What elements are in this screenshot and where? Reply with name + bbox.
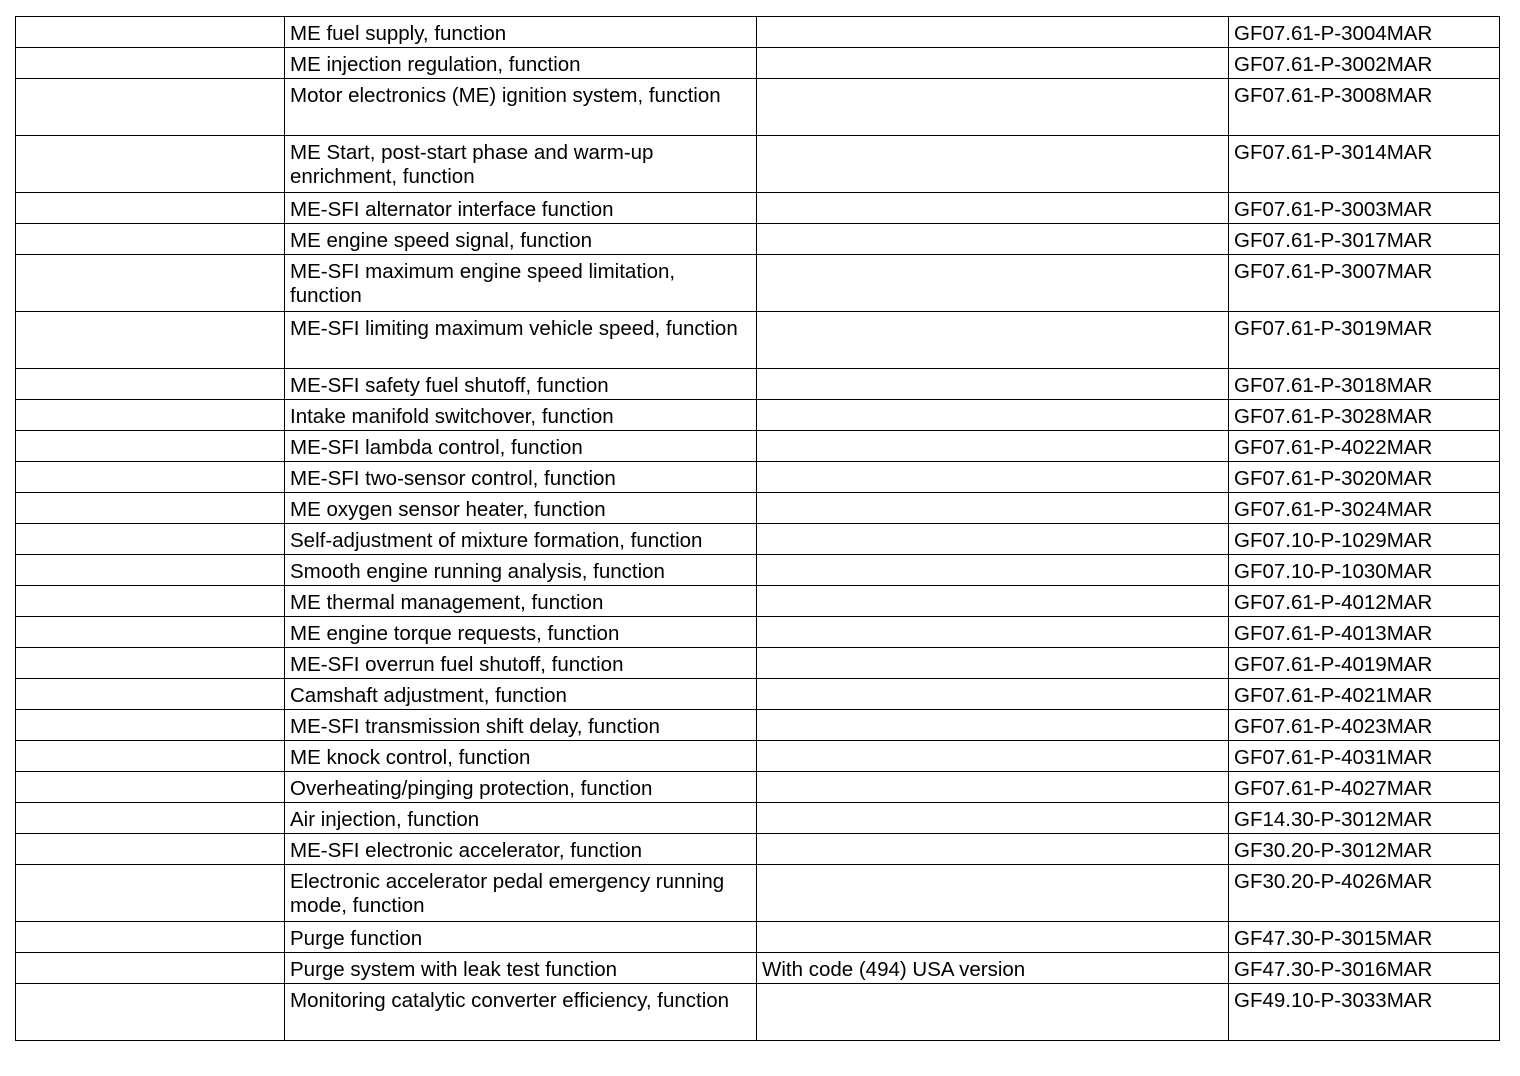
note-cell	[757, 369, 1229, 400]
blank-cell	[16, 617, 285, 648]
note-cell	[757, 193, 1229, 224]
blank-cell	[16, 586, 285, 617]
blank-cell	[16, 803, 285, 834]
note-cell	[757, 648, 1229, 679]
reference-cell: GF07.61-P-4013MAR	[1229, 617, 1500, 648]
note-cell	[757, 431, 1229, 462]
function-cell: Motor electronics (ME) ignition system, function	[285, 79, 757, 136]
function-cell: ME engine speed signal, function	[285, 224, 757, 255]
reference-cell: GF07.61-P-3028MAR	[1229, 400, 1500, 431]
table-row	[16, 136, 1500, 193]
reference-cell: GF07.61-P-3014MAR	[1229, 136, 1500, 193]
note-cell	[757, 834, 1229, 865]
blank-cell	[16, 312, 285, 369]
note-cell	[757, 803, 1229, 834]
table-row	[16, 193, 1500, 224]
table-row	[16, 984, 1500, 1041]
table-row	[16, 431, 1500, 462]
note-cell	[757, 710, 1229, 741]
blank-cell	[16, 648, 285, 679]
table-row	[16, 493, 1500, 524]
function-cell: ME fuel supply, function	[285, 17, 757, 48]
function-cell: ME-SFI safety fuel shutoff, function	[285, 369, 757, 400]
function-cell: Electronic accelerator pedal emergency running mode, function	[285, 865, 757, 922]
table-row	[16, 524, 1500, 555]
table-row	[16, 679, 1500, 710]
blank-cell	[16, 741, 285, 772]
note-cell	[757, 17, 1229, 48]
table-row	[16, 17, 1500, 48]
function-cell: Monitoring catalytic converter efficiency, function	[285, 984, 757, 1041]
blank-cell	[16, 555, 285, 586]
reference-cell: GF07.61-P-3004MAR	[1229, 17, 1500, 48]
table-row	[16, 617, 1500, 648]
function-cell: ME-SFI lambda control, function	[285, 431, 757, 462]
table-row	[16, 710, 1500, 741]
function-cell: ME-SFI two-sensor control, function	[285, 462, 757, 493]
function-cell: ME-SFI overrun fuel shutoff, function	[285, 648, 757, 679]
blank-cell	[16, 17, 285, 48]
blank-cell	[16, 369, 285, 400]
function-cell: Overheating/pinging protection, function	[285, 772, 757, 803]
blank-cell	[16, 79, 285, 136]
reference-cell: GF07.61-P-3007MAR	[1229, 255, 1500, 312]
reference-cell: GF07.10-P-1030MAR	[1229, 555, 1500, 586]
function-cell: ME oxygen sensor heater, function	[285, 493, 757, 524]
reference-cell: GF49.10-P-3033MAR	[1229, 984, 1500, 1041]
note-cell	[757, 617, 1229, 648]
note-cell	[757, 312, 1229, 369]
table-row	[16, 400, 1500, 431]
table-row	[16, 586, 1500, 617]
blank-cell	[16, 710, 285, 741]
table-row	[16, 48, 1500, 79]
reference-cell: GF07.61-P-3020MAR	[1229, 462, 1500, 493]
table-row	[16, 224, 1500, 255]
function-cell: ME-SFI maximum engine speed limitation, function	[285, 255, 757, 312]
reference-cell: GF07.61-P-4023MAR	[1229, 710, 1500, 741]
function-cell: Air injection, function	[285, 803, 757, 834]
table-body	[16, 17, 1500, 1041]
function-cell: Purge function	[285, 922, 757, 953]
note-cell	[757, 462, 1229, 493]
function-cell: Self-adjustment of mixture formation, function	[285, 524, 757, 555]
note-cell	[757, 772, 1229, 803]
function-cell: Intake manifold switchover, function	[285, 400, 757, 431]
reference-cell: GF07.61-P-4031MAR	[1229, 741, 1500, 772]
note-cell	[757, 865, 1229, 922]
note-cell	[757, 922, 1229, 953]
note-cell	[757, 524, 1229, 555]
table-row	[16, 741, 1500, 772]
note-cell	[757, 679, 1229, 710]
note-cell	[757, 255, 1229, 312]
table-row	[16, 803, 1500, 834]
blank-cell	[16, 984, 285, 1041]
note-cell	[757, 741, 1229, 772]
function-cell: Smooth engine running analysis, function	[285, 555, 757, 586]
note-cell	[757, 400, 1229, 431]
reference-cell: GF07.61-P-3008MAR	[1229, 79, 1500, 136]
reference-cell: GF07.10-P-1029MAR	[1229, 524, 1500, 555]
table-row	[16, 648, 1500, 679]
reference-cell: GF07.61-P-4027MAR	[1229, 772, 1500, 803]
note-cell	[757, 555, 1229, 586]
table-row	[16, 312, 1500, 369]
note-cell	[757, 136, 1229, 193]
blank-cell	[16, 48, 285, 79]
blank-cell	[16, 865, 285, 922]
reference-cell: GF07.61-P-3018MAR	[1229, 369, 1500, 400]
note-cell: With code (494) USA version	[757, 953, 1229, 984]
blank-cell	[16, 431, 285, 462]
table-row	[16, 369, 1500, 400]
note-cell	[757, 586, 1229, 617]
blank-cell	[16, 493, 285, 524]
reference-cell: GF07.61-P-3024MAR	[1229, 493, 1500, 524]
note-cell	[757, 48, 1229, 79]
table-row	[16, 772, 1500, 803]
blank-cell	[16, 953, 285, 984]
table-row	[16, 462, 1500, 493]
blank-cell	[16, 255, 285, 312]
function-cell: ME knock control, function	[285, 741, 757, 772]
reference-cell: GF07.61-P-4012MAR	[1229, 586, 1500, 617]
reference-cell: GF07.61-P-3017MAR	[1229, 224, 1500, 255]
reference-cell: GF47.30-P-3015MAR	[1229, 922, 1500, 953]
function-cell: ME-SFI transmission shift delay, function	[285, 710, 757, 741]
reference-cell: GF07.61-P-4021MAR	[1229, 679, 1500, 710]
blank-cell	[16, 193, 285, 224]
function-cell: ME injection regulation, function	[285, 48, 757, 79]
reference-cell: GF30.20-P-4026MAR	[1229, 865, 1500, 922]
reference-cell: GF07.61-P-4022MAR	[1229, 431, 1500, 462]
blank-cell	[16, 524, 285, 555]
reference-cell: GF07.61-P-3019MAR	[1229, 312, 1500, 369]
blank-cell	[16, 922, 285, 953]
table-row	[16, 922, 1500, 953]
blank-cell	[16, 772, 285, 803]
table-row	[16, 79, 1500, 136]
function-reference-table	[15, 16, 1500, 1041]
blank-cell	[16, 400, 285, 431]
table-row	[16, 953, 1500, 984]
blank-cell	[16, 462, 285, 493]
reference-cell: GF07.61-P-3003MAR	[1229, 193, 1500, 224]
blank-cell	[16, 224, 285, 255]
table-row	[16, 555, 1500, 586]
table-row	[16, 834, 1500, 865]
function-cell: Purge system with leak test function	[285, 953, 757, 984]
function-cell: ME-SFI limiting maximum vehicle speed, function	[285, 312, 757, 369]
blank-cell	[16, 834, 285, 865]
reference-cell: GF07.61-P-4019MAR	[1229, 648, 1500, 679]
table-row	[16, 255, 1500, 312]
function-cell: ME-SFI alternator interface function	[285, 193, 757, 224]
note-cell	[757, 493, 1229, 524]
reference-cell: GF07.61-P-3002MAR	[1229, 48, 1500, 79]
function-cell: Camshaft adjustment, function	[285, 679, 757, 710]
reference-cell: GF47.30-P-3016MAR	[1229, 953, 1500, 984]
function-cell: ME Start, post-start phase and warm-up enrichment, function	[285, 136, 757, 193]
blank-cell	[16, 679, 285, 710]
note-cell	[757, 984, 1229, 1041]
function-cell: ME thermal management, function	[285, 586, 757, 617]
function-cell: ME-SFI electronic accelerator, function	[285, 834, 757, 865]
blank-cell	[16, 136, 285, 193]
function-cell: ME engine torque requests, function	[285, 617, 757, 648]
note-cell	[757, 224, 1229, 255]
reference-cell: GF14.30-P-3012MAR	[1229, 803, 1500, 834]
table-row	[16, 865, 1500, 922]
reference-cell: GF30.20-P-3012MAR	[1229, 834, 1500, 865]
note-cell	[757, 79, 1229, 136]
